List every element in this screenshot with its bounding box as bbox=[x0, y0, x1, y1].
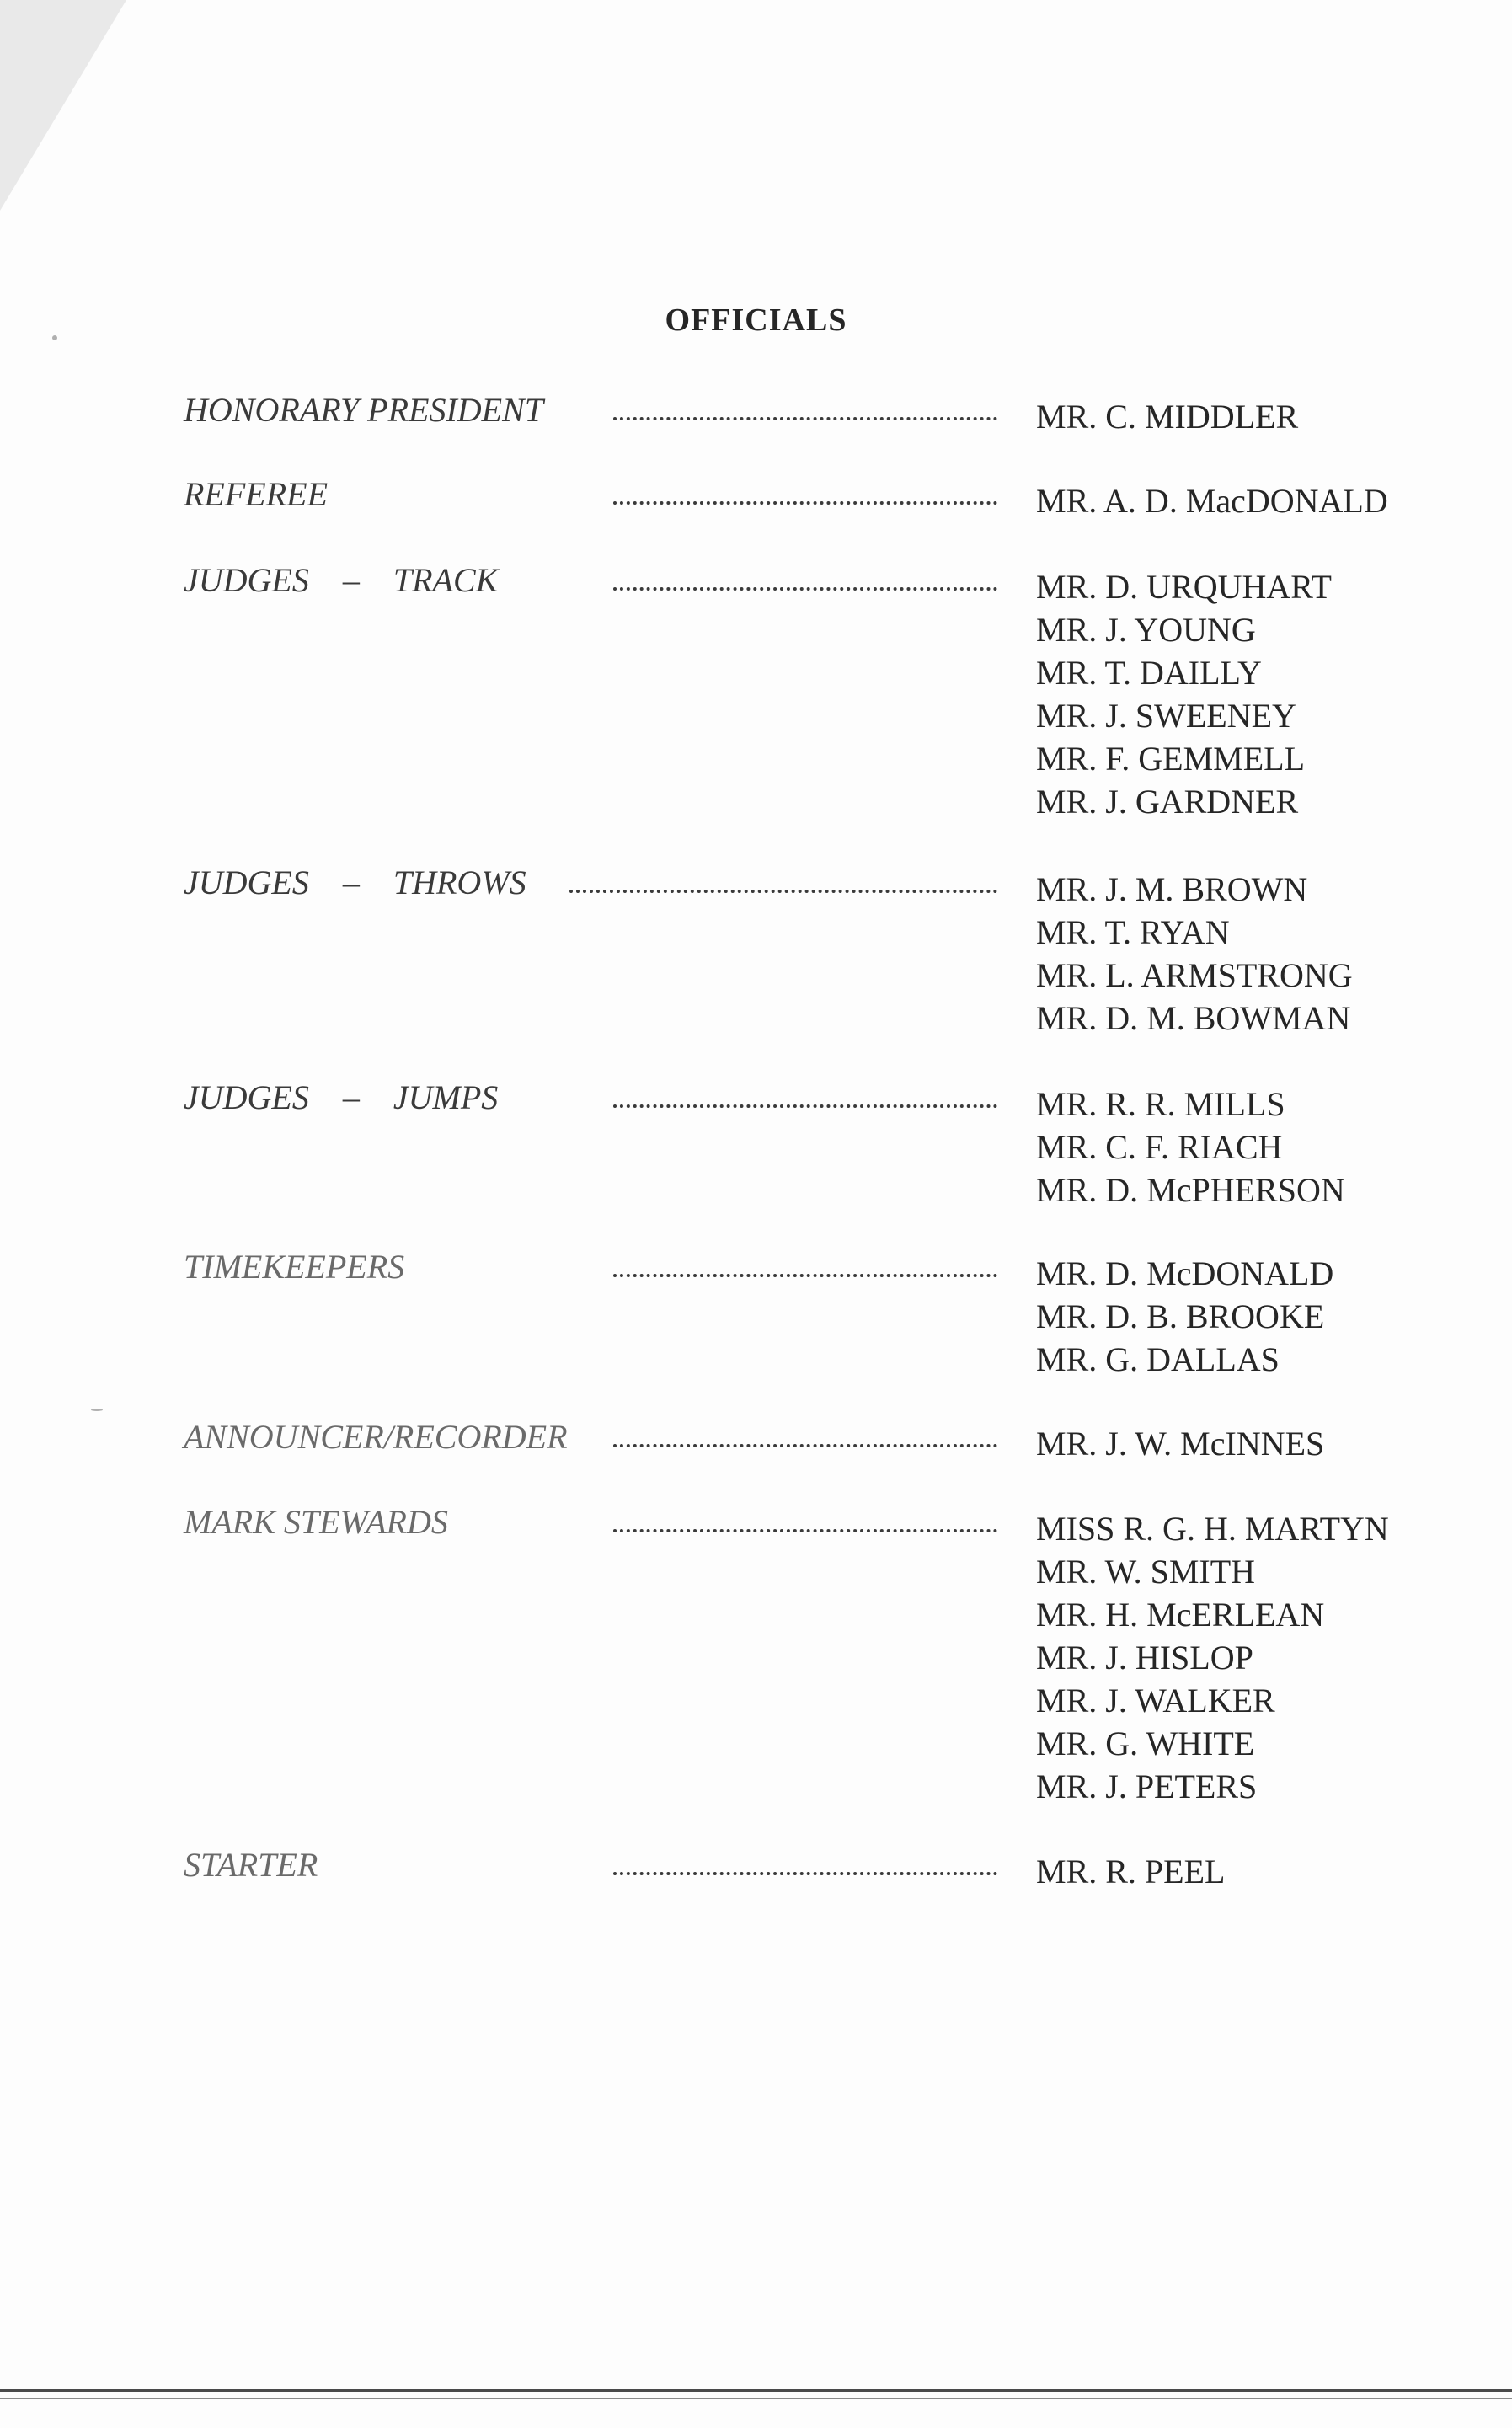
dot-leader bbox=[613, 1444, 997, 1447]
official-name: MR. D. M. BOWMAN bbox=[1036, 999, 1351, 1037]
role-main: JUDGES bbox=[184, 1078, 309, 1116]
official-name: MR. D. URQUHART bbox=[1036, 568, 1332, 606]
dot-leader bbox=[613, 587, 997, 591]
official-name: MR. C. MIDDLER bbox=[1036, 398, 1299, 436]
scan-speck bbox=[91, 1409, 103, 1411]
dot-leader bbox=[613, 1529, 997, 1532]
official-name: MR. J. SWEENEY bbox=[1036, 697, 1296, 735]
names-list bbox=[1036, 868, 1353, 1040]
official-name: MR. D. B. BROOKE bbox=[1036, 1297, 1325, 1335]
official-name: MR. L. ARMSTRONG bbox=[1036, 956, 1353, 994]
official-name: MR. D. McPHERSON bbox=[1036, 1171, 1345, 1209]
official-name: MR. J. M. BROWN bbox=[1036, 870, 1308, 908]
role-label: REFEREE bbox=[184, 475, 329, 513]
dash-separator: – bbox=[342, 1078, 360, 1116]
official-name: MR. T. DAILLY bbox=[1036, 654, 1262, 692]
role-label: TIMEKEEPERS bbox=[184, 1248, 405, 1286]
names-list bbox=[1036, 1507, 1389, 1808]
official-name: MR. J. GARDNER bbox=[1036, 783, 1299, 821]
role-label bbox=[184, 863, 526, 902]
dot-leader bbox=[613, 417, 997, 420]
official-name: MR. C. F. RIACH bbox=[1036, 1128, 1283, 1166]
names-list bbox=[1036, 479, 1388, 522]
official-name: MR. J. YOUNG bbox=[1036, 611, 1256, 649]
official-name: MR. J. W. McINNES bbox=[1036, 1425, 1325, 1463]
dash-separator: – bbox=[342, 864, 360, 901]
role-label: HONORARY PRESIDENT bbox=[184, 391, 544, 429]
dot-leader bbox=[613, 1274, 997, 1277]
role-sub: THROWS bbox=[393, 864, 526, 901]
names-list bbox=[1036, 1422, 1324, 1465]
names-list bbox=[1036, 395, 1298, 438]
role-main: JUDGES bbox=[184, 561, 309, 599]
dot-leader bbox=[613, 501, 997, 505]
page-title: OFFICIALS bbox=[665, 302, 847, 338]
official-name: MR. D. McDONALD bbox=[1036, 1254, 1334, 1292]
official-name: MR. J. PETERS bbox=[1036, 1768, 1258, 1805]
official-name: MR. A. D. MacDONALD bbox=[1036, 482, 1388, 520]
role-main: JUDGES bbox=[184, 864, 309, 901]
folded-corner bbox=[0, 0, 126, 211]
names-list bbox=[1036, 1083, 1345, 1211]
names-list bbox=[1036, 565, 1332, 823]
official-name: MR. G. DALLAS bbox=[1036, 1340, 1280, 1378]
official-name: MR. T. RYAN bbox=[1036, 913, 1230, 951]
page-bottom-edge bbox=[0, 2389, 1512, 2392]
official-name: MR. J. HISLOP bbox=[1036, 1639, 1253, 1677]
page-bottom-edge-shadow bbox=[0, 2398, 1512, 2399]
official-name: MR. J. WALKER bbox=[1036, 1682, 1275, 1719]
role-label: ANNOUNCER/RECORDER bbox=[184, 1418, 568, 1456]
names-list bbox=[1036, 1850, 1225, 1893]
role-label bbox=[184, 1078, 498, 1117]
official-name: MR. R. R. MILLS bbox=[1036, 1085, 1285, 1123]
role-label: MARK STEWARDS bbox=[184, 1503, 448, 1541]
official-name: MR. H. McERLEAN bbox=[1036, 1596, 1325, 1634]
role-label bbox=[184, 560, 498, 600]
names-list bbox=[1036, 1252, 1333, 1381]
official-name: MR. G. WHITE bbox=[1036, 1725, 1255, 1762]
official-name: MR. F. GEMMELL bbox=[1036, 740, 1306, 778]
dot-leader bbox=[613, 1104, 997, 1108]
official-name: MR. R. PEEL bbox=[1036, 1853, 1226, 1891]
dot-leader bbox=[569, 890, 997, 893]
official-name: MISS R. G. H. MARTYN bbox=[1036, 1510, 1389, 1548]
scan-speck bbox=[52, 335, 57, 340]
role-sub: JUMPS bbox=[393, 1078, 499, 1116]
role-label: STARTER bbox=[184, 1846, 318, 1884]
dot-leader bbox=[613, 1872, 997, 1875]
role-sub: TRACK bbox=[393, 561, 499, 599]
dash-separator: – bbox=[342, 561, 360, 599]
official-name: MR. W. SMITH bbox=[1036, 1553, 1256, 1591]
